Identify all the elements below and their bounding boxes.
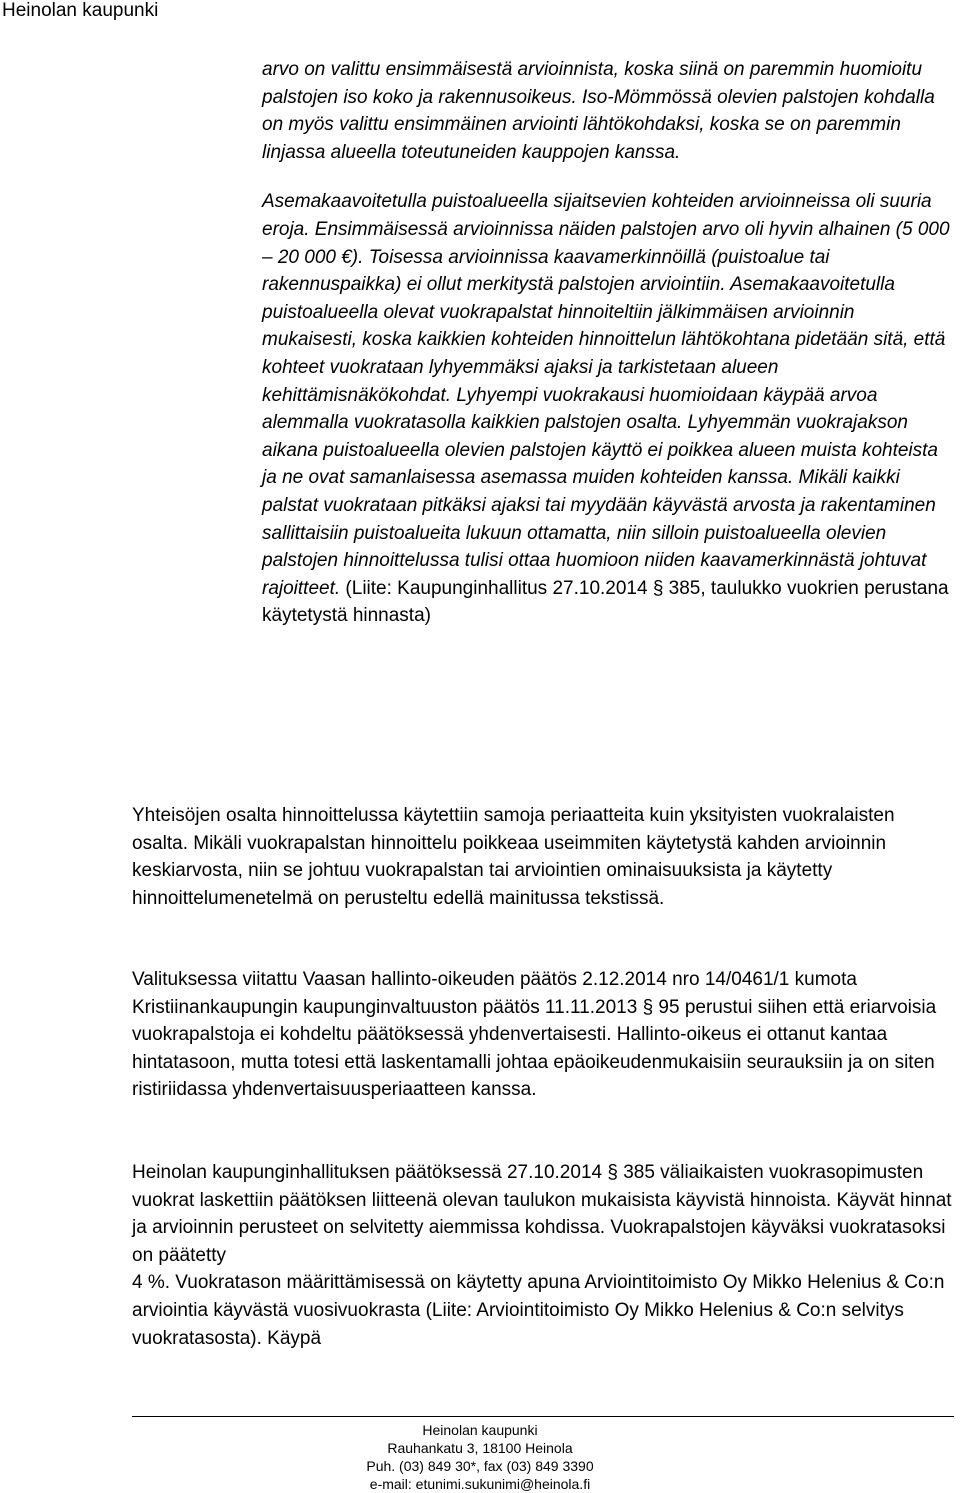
header-org-name: Heinolan kaupunki xyxy=(2,0,159,21)
footer-phone: Puh. (03) 849 30*, fax (03) 849 3390 xyxy=(366,1458,594,1474)
body-paragraph-2: Valituksessa viitattu Vaasan hallinto-oikeuden päätös 2.12.2014 nro 14/0461/1 kumota Kristiinankaupungin kaupunginvaltuuston päätös 11.11.2013 § 95 perustui siihen että eriarvoisia vuokrapalstoja ei kohdeltu päätöksessä yhdenvertaisesti. Hallinto-oikeus ei ottanut kantaa hintatasoon, mutta totesi että laskentamalli johtaa epäoikeudenmukaisiin seurauksiin ja on siten ristiriidassa yhdenvertaisuusperiaatteen kanssa. xyxy=(132,969,937,1101)
footer-org: Heinolan kaupunki xyxy=(422,1422,538,1438)
body-paragraph-1-block xyxy=(132,802,954,912)
quoted-block xyxy=(262,56,952,630)
quote-citation: (Liite: Kaupunginhallitus 27.10.2014 § 385, taulukko vuokrien perustana käytetystä hinnasta) xyxy=(262,577,949,627)
page-footer xyxy=(0,1421,960,1493)
footer-email: e-mail: etunimi.sukunimi@heinola.fi xyxy=(369,1476,591,1492)
body-paragraph-1: Yhteisöjen osalta hinnoittelussa käytettiin samoja periaatteita kuin yksityisten vuokralaisten osalta. Mikäli vuokrapalstan hinnoittelu poikkeaa useimmiten käytetystä kahden arvioinnin keskiarvosta, niin se johtuu vuokrapalstan tai arviointien ominaisuuksista ja käytetty hinnoittelumenetelmä on perusteltu edellä mainitussa tekstissä. xyxy=(132,805,895,909)
footer-divider xyxy=(132,1416,954,1417)
footer-address: Rauhankatu 3, 18100 Heinola xyxy=(387,1440,573,1456)
body-paragraph-3b: 4 %. Vuokratason määrittämisessä on käytetty apuna Arviointitoimisto Oy Mikko Helenius & Co:n arviointia käyvästä vuosivuokrasta (Liite: Arviointitoimisto Oy Mikko Helenius & Co:n selvitys vuokratasosta). Käypä xyxy=(132,1272,945,1349)
quote-paragraph-2-text: Asemakaavoitetulla puistoalueella sijaitsevien kohteiden arvioinneissa oli suuria eroja. Ensimmäisessä arvioinnissa näiden palstojen arvo oli hyvin alhainen (5 000 – 20 000 €). Toisessa arvioinnissa kaavamerkinnöillä (puistoalue tai rakennuspaikka) ei ollut merkitystä palstojen arviointiin. Asemakaavoitetulla puistoalueella olevat vuokrapalstat hinnoiteltiin jälkimmäisen arvioinnin mukaisesti, koska kaikkien kohteiden hinnoittelun lähtökohtana pidetään sitä, että kohteet vuokrataan lyhyemmäksi ajaksi ja tarkistetaan alueen kehittämisnäkökohdat. Lyhyempi vuokrakausi huomioidaan käypää arvoa alemmalla vuokratasolla kaikkien palstojen osalta. Lyhyemmän vuokrajakson aikana puistoalueella olevien palstojen käyttö ei poikkea alueen muista kohteista ja ne ovat samanlaisessa asemassa muiden kohteiden kanssa. Mikäli kaikki palstat vuokrataan pitkäksi ajaksi tai myydään käyvästä arvosta ja rakentaminen sallittaisiin puistoalueita lukuun ottamatta, niin silloin puistoalueella olevien palstojen hinnoittelussa tulisi ottaa huomioon niiden kaavamerkinnästä johtuvat rajoitteet. xyxy=(262,191,950,599)
quote-paragraph-1: arvo on valittu ensimmäisestä arvioinnista, koska siinä on paremmin huomioitu palstojen iso koko ja rakennusoikeus. Iso-Mömmössä olevien palstojen kohdalla on myös valittu ensimmäinen arviointi lähtökohdaksi, koska se on paremmin linjassa alueella toteutuneiden kauppojen kanssa. xyxy=(262,59,935,163)
body-paragraph-3-block xyxy=(132,1159,954,1352)
body-paragraph-3a: Heinolan kaupunginhallituksen päätöksessä 27.10.2014 § 385 väliaikaisten vuokrasopimusten vuokrat laskettiin päätöksen liitteenä olevan taulukon mukaisista käyvistä hinnoista. Käyvät hinnat ja arvioinnin perusteet on selvitetty aiemmissa kohdissa. Vuokrapalstojen käyväksi vuokratasoksi on päätetty xyxy=(132,1162,952,1266)
page-header xyxy=(2,0,158,22)
body-paragraph-2-block xyxy=(132,966,954,1104)
quote-paragraph-2 xyxy=(262,188,952,630)
